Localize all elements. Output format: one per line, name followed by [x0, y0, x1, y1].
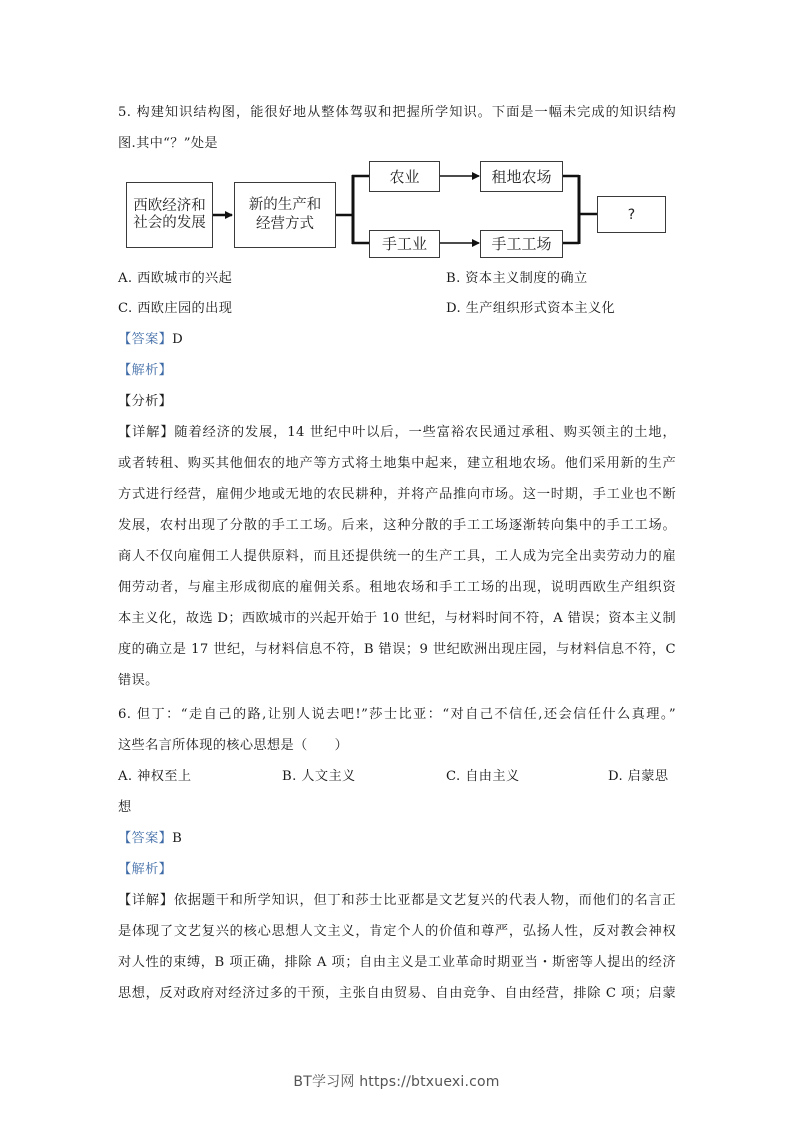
- q5-option-d: D. 生产组织形式资本主义化: [446, 301, 616, 316]
- q6-option-d-wrap: 想: [118, 800, 132, 815]
- q5-detail-label: 【详解】: [118, 425, 175, 440]
- q6-detail-text: 依据题干和所学知识，但丁和莎士比亚都是文艺复兴的代表人物，而他们的名言正: [173, 893, 676, 908]
- q6-answer-label: 【答案】: [118, 831, 173, 846]
- q5-option-a: A. 西欧城市的兴起: [118, 271, 233, 286]
- q6-answer: [118, 830, 182, 848]
- q5-detail-text: 随着经济的发展，14 世纪中叶以后，一些富裕农民通过承租、购买领主的土地，: [174, 425, 676, 440]
- q6-option-c: C. 自由主义: [446, 769, 520, 784]
- q6-detail-line-4: 思想，反对政府对经济过多的干预，主张自由贸易、自由竞争、自由经营，排除 C 项；启蒙: [118, 986, 676, 1001]
- diagram-box-handicraft: 手工业: [369, 230, 440, 258]
- q6-answer-value: B: [172, 831, 183, 846]
- q6-option-a: A. 神权至上: [118, 769, 192, 784]
- q5-detail-line-9: 错误。: [118, 673, 159, 688]
- q5-option-b: B. 资本主义制度的确立: [446, 271, 588, 286]
- q5-detail-line-1: [118, 424, 676, 442]
- q5-answer: [118, 331, 183, 349]
- diagram-box-agriculture: 农业: [369, 161, 440, 192]
- q5-detail-line-4: 发展，农村出现了分散的手工工场。后来，这种分散的手工工场逐渐转向集中的手工工场。: [118, 518, 676, 533]
- q5-option-c: C. 西欧庄园的出现: [118, 301, 233, 316]
- q6-detail-label: 【详解】: [118, 893, 174, 908]
- diagram-box-unknown: ?: [597, 196, 666, 233]
- q6-detail-line-1: [118, 892, 676, 910]
- q5-analysis-label: 【解析】: [118, 363, 173, 378]
- q5-detail-line-6: 佣劳动者，与雇主形成彻底的雇佣关系。租地农场和手工工场的出现，说明西欧生产组织资: [118, 580, 676, 595]
- q5-detail-line-7: 本主义化，故选 D；西欧城市的兴起开始于 10 世纪，与材料时间不符，A 错误；资本主义制: [118, 611, 676, 626]
- q5-fenxi-label: 【分析】: [118, 394, 173, 409]
- diagram-box-new-production-mode: 新的生产和经营方式: [234, 182, 336, 248]
- q5-stem-line-1: 5. 构建知识结构图，能很好地从整体驾驭和把握所学知识。下面是一幅未完成的知识结构: [118, 105, 676, 120]
- q6-option-b: B. 人文主义: [282, 769, 356, 784]
- q6-detail-line-3: 对人性的束缚，B 项正确，排除 A 项；自由主义是工业革命时期亚当・斯密等人提出的经济: [118, 955, 676, 970]
- q5-answer-value: D: [172, 332, 184, 347]
- diagram-box-workshop: 手工工场: [480, 230, 563, 258]
- diagram-box-leased-farm: 租地农场: [480, 161, 563, 192]
- knowledge-structure-diagram: [0, 0, 793, 300]
- q6-detail-line-2: 是体现了文艺复兴的核心思想人文主义，肯定个人的价值和尊严，弘扬人性，反对教会神权: [118, 924, 676, 939]
- diagram-box-western-europe-development: 西欧经济和社会的发展: [126, 182, 213, 248]
- q5-detail-line-2: 或者转租、购买其他佃农的地产等方式将土地集中起来，建立租地农场。他们采用新的生产: [118, 456, 676, 471]
- q6-stem-line-1: 6. 但丁：“走自己的路,让别人说去吧!”莎士比亚：“对自己不信任,还会信任什么真理。”: [118, 707, 676, 722]
- q5-detail-line-8: 度的确立是 17 世纪，与材料信息不符，B 错误；9 世纪欧洲出现庄园，与材料信息不符，C: [118, 642, 676, 657]
- q6-stem-line-2: 这些名言所体现的核心思想是（ ）: [118, 738, 349, 753]
- q6-analysis-label: 【解析】: [118, 862, 173, 877]
- footer-site-link[interactable]: BT学习网 https://btxuexi.com: [293, 1074, 500, 1090]
- q5-detail-line-5: 商人不仅向雇佣工人提供原料，而且还提供统一的生产工具，工人成为完全出卖劳动力的雇: [118, 549, 676, 564]
- q5-stem-line-2: 图.其中“？”处是: [118, 136, 218, 151]
- q6-option-d: D. 启蒙思: [608, 769, 669, 784]
- q5-detail-line-3: 方式进行经营，雇佣少地或无地的农民耕种，并将产品推向市场。这一时期，手工业也不断: [118, 487, 676, 502]
- q5-answer-label: 【答案】: [118, 332, 173, 347]
